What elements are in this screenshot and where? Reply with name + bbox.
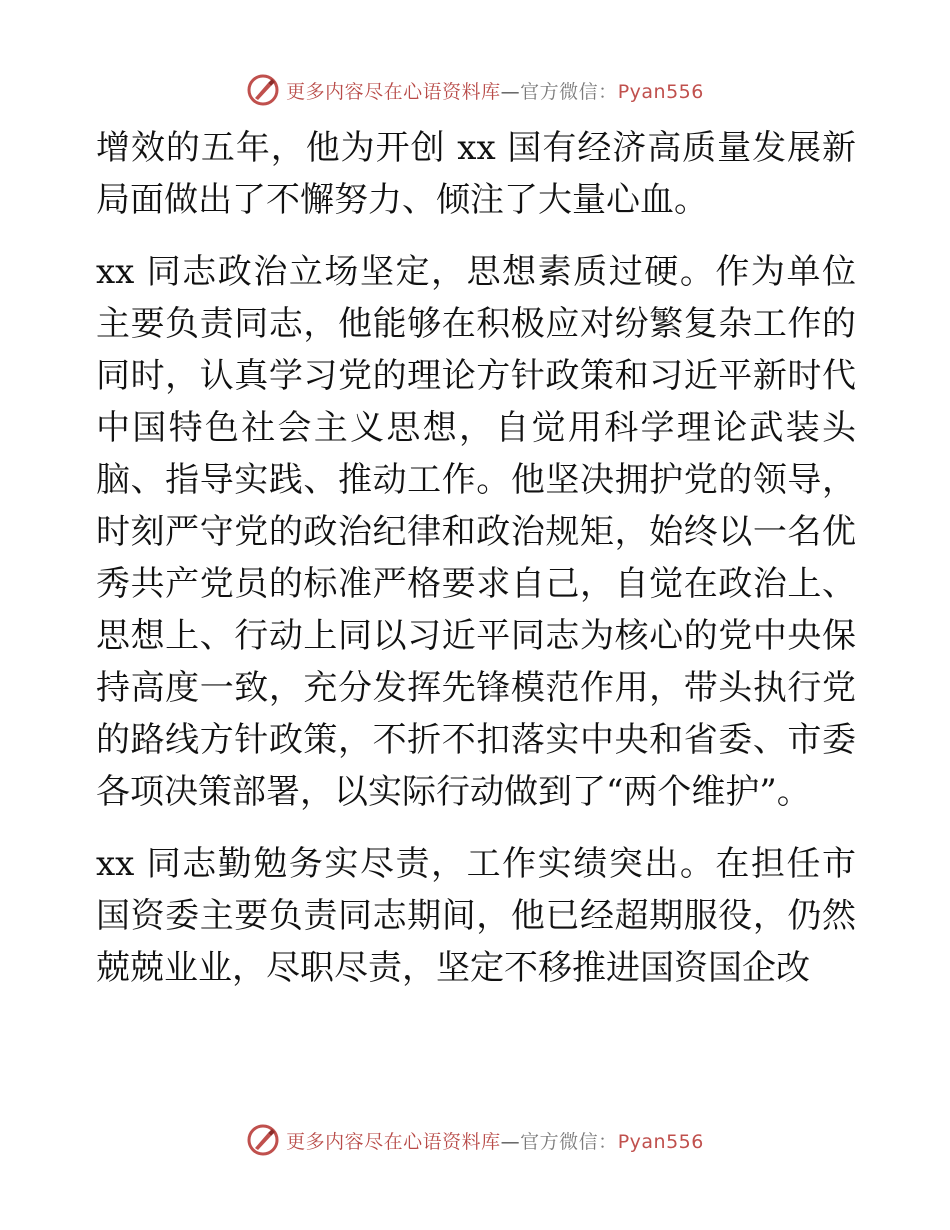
watermark-wechat: Pyan556 — [617, 1130, 704, 1153]
watermark-dash: — — [500, 80, 521, 103]
header-watermark — [0, 70, 950, 110]
pen-logo-icon — [246, 73, 280, 107]
paragraph-3: xx 同志勤勉务实尽责，工作实绩突出。在担任市国资委主要负责同志期间，他已经超期服役，仍然兢兢业业，尽职尽责，坚定不移推进国资国企改 — [96, 844, 856, 988]
watermark-text — [286, 77, 704, 104]
paragraph-2: xx 同志政治立场坚定，思想素质过硬。作为单位主要负责同志，他能够在积极应对纷繁复杂工作的同时，认真学习党的理论方针政策和习近平新时代中国特色社会主义思想，自觉用科学理论武装头脑、指导实践、推动工作。他坚决拥护党的领导，时刻严守党的政治纪律和政治规矩，始终以一名优秀共产党员的标准严格要求自己，自觉在政治上、思想上、行动上同以习近平同志为核心的党中央保持高度一致，充分发挥先锋模范作用，带头执行党的路线方针政策，不折不扣落实中央和省委、市委各项决策部署，以实际行动做到了“两个维护”。 — [96, 252, 856, 812]
document-body — [96, 122, 856, 994]
footer-watermark — [0, 1120, 950, 1160]
watermark-brand: 更多内容尽在心语资料库 — [286, 1130, 501, 1153]
watermark-dash: — — [500, 1130, 521, 1153]
watermark-wechat: Pyan556 — [617, 80, 704, 103]
watermark-label: 官方微信： — [520, 80, 618, 103]
watermark-brand: 更多内容尽在心语资料库 — [286, 80, 501, 103]
pen-logo-icon — [246, 1123, 280, 1157]
watermark-label: 官方微信： — [520, 1130, 618, 1153]
watermark-text — [286, 1127, 704, 1154]
paragraph-1: 增效的五年，他为开创 xx 国有经济高质量发展新局面做出了不懈努力、倾注了大量心血。 — [96, 128, 856, 220]
